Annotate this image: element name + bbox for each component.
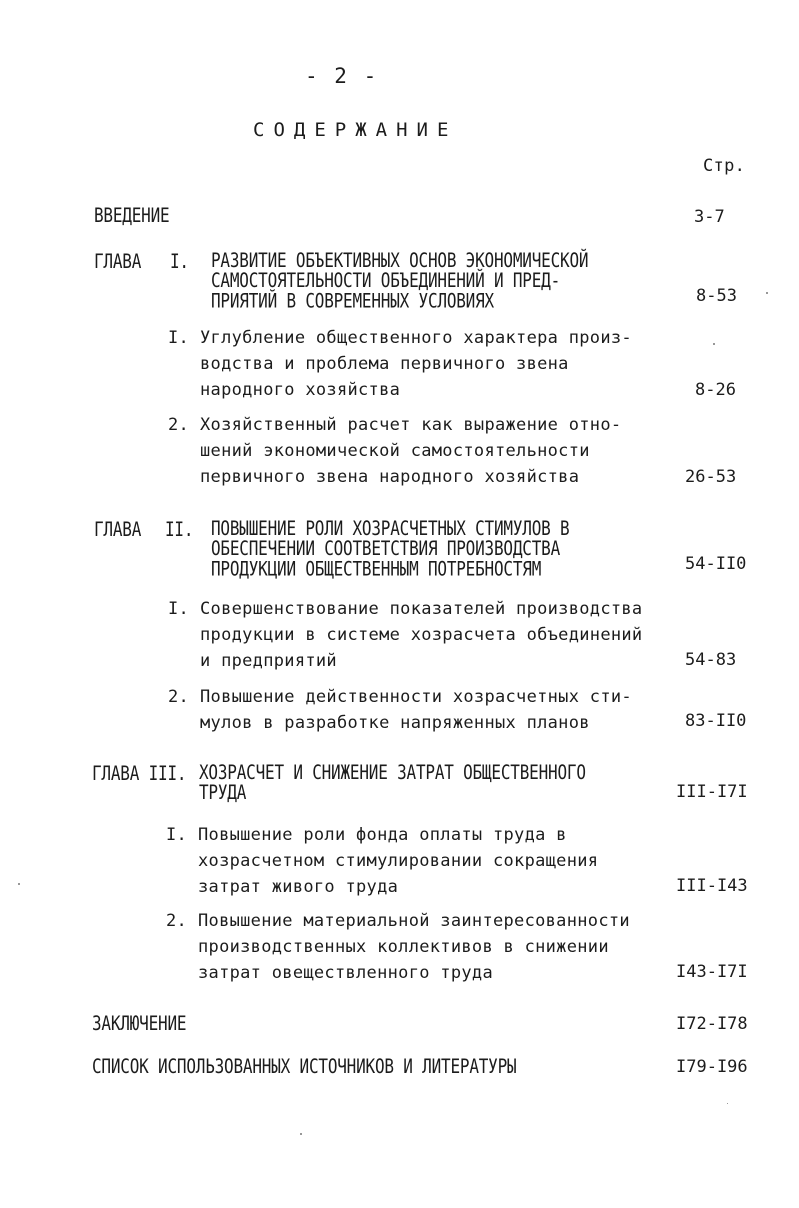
section-3-2-pages: I43-I7I — [676, 962, 748, 982]
section-line: народного хозяйства — [200, 380, 401, 400]
section-line: первичного звена народного хозяйства — [200, 467, 580, 487]
toc-title: СОДЕРЖАНИЕ — [253, 119, 458, 141]
chapter-1-title — [211, 250, 588, 311]
scan-speck — [18, 883, 20, 885]
title-line: ТРУДА — [199, 781, 247, 804]
section-1-2-pages: 26-53 — [685, 467, 737, 487]
title-line: ПОВЫШЕНИЕ РОЛИ ХОЗРАСЧЕТНЫХ СТИМУЛОВ В — [211, 516, 570, 540]
section-2-2-pages: 83-II0 — [685, 711, 747, 731]
chapter-2-pages: 54-II0 — [685, 554, 747, 574]
section-line: Повышение действенности хозрасчетных сти- — [200, 687, 632, 707]
section-2-1-number: I. — [168, 599, 190, 619]
section-line: и предприятий — [200, 651, 337, 671]
title-line: ПРОДУКЦИИ ОБЩЕСТВЕННЫМ ПОТРЕБНОСТЯМ — [211, 557, 542, 581]
scan-speck — [300, 1133, 302, 1135]
chapter-3-title — [199, 762, 586, 803]
section-1-1-title — [200, 325, 632, 403]
section-1-2-title — [200, 412, 621, 490]
section-line: Хозяйственный расчет как выражение отно- — [200, 415, 622, 435]
title-line: ПРИЯТИЙ В СОВРЕМЕННЫХ УСЛОВИЯХ — [211, 289, 494, 313]
section-line: продукции в системе хозрасчета объединений — [200, 625, 643, 645]
chapter-2-number: II. — [165, 518, 194, 541]
section-line: хозрасчетном стимулировании сокращения — [198, 851, 599, 871]
title-line: РАЗВИТИЕ ОБЪЕКТИВНЫХ ОСНОВ ЭКОНОМИЧЕСКОЙ — [211, 248, 589, 272]
section-line: Совершенствование показателей производства — [200, 599, 643, 619]
title-line: ОБЕСПЕЧЕНИИ СООТВЕТСТВИЯ ПРОИЗВОДСТВА — [211, 537, 561, 560]
chapter-1-pages: 8-53 — [696, 286, 737, 306]
pages-column-header: Стр. — [703, 156, 746, 176]
chapter-1-number: I. — [170, 250, 189, 273]
intro-pages: 3-7 — [694, 207, 725, 227]
section-3-2-title — [198, 908, 630, 986]
scan-speck — [713, 343, 715, 345]
section-2-2-title — [200, 684, 632, 736]
scan-speck — [727, 1103, 728, 1104]
bibliography-pages: I79-I96 — [676, 1057, 748, 1077]
section-1-2-number: 2. — [168, 415, 190, 435]
chapter-1-label: ГЛАВА — [94, 250, 142, 273]
scan-speck — [766, 292, 768, 294]
section-line: затрат живого труда — [198, 877, 399, 897]
section-line: Повышение материальной заинтересованности — [198, 911, 630, 931]
chapter-3-pages: III-I7I — [676, 782, 748, 802]
title-line: ХОЗРАСЧЕТ И СНИЖЕНИЕ ЗАТРАТ ОБЩЕСТВЕННОГО — [199, 760, 586, 784]
section-line: мулов в разработке напряженных планов — [200, 713, 590, 733]
section-1-1-pages: 8-26 — [695, 380, 736, 400]
section-line: Повышение роли фонда оплаты труда в — [198, 825, 567, 845]
page-number: - 2 - — [305, 64, 379, 88]
section-line: Углубление общественного характера произ- — [200, 328, 632, 348]
bibliography-label: СПИСОК ИСПОЛЬЗОВАННЫХ ИСТОЧНИКОВ И ЛИТЕРАТУРЫ — [92, 1055, 517, 1078]
section-line: производственных коллективов в снижении — [198, 937, 609, 957]
section-1-1-number: I. — [168, 328, 190, 348]
intro-label: ВВЕДЕНИЕ — [94, 204, 170, 227]
section-2-1-title — [200, 596, 642, 674]
section-3-2-number: 2. — [166, 911, 188, 931]
conclusion-pages: I72-I78 — [676, 1014, 748, 1034]
chapter-2-title — [211, 518, 569, 579]
conclusion-label: ЗАКЛЮЧЕНИЕ — [92, 1012, 187, 1035]
section-line: затрат овеществленного труда — [198, 963, 493, 983]
section-3-1-title — [198, 822, 598, 900]
section-3-1-pages: III-I43 — [676, 876, 748, 896]
section-line: шений экономической самостоятельности — [200, 441, 590, 461]
chapter-2-label: ГЛАВА — [94, 518, 142, 541]
title-line: САМОСТОЯТЕЛЬНОСТИ ОБЪЕДИНЕНИЙ И ПРЕД- — [211, 269, 561, 292]
chapter-3-label: ГЛАВА III. — [92, 762, 187, 785]
section-2-2-number: 2. — [168, 687, 190, 707]
section-2-1-pages: 54-83 — [685, 650, 737, 670]
section-3-1-number: I. — [166, 825, 188, 845]
section-line: водства и проблема первичного звена — [200, 354, 569, 374]
